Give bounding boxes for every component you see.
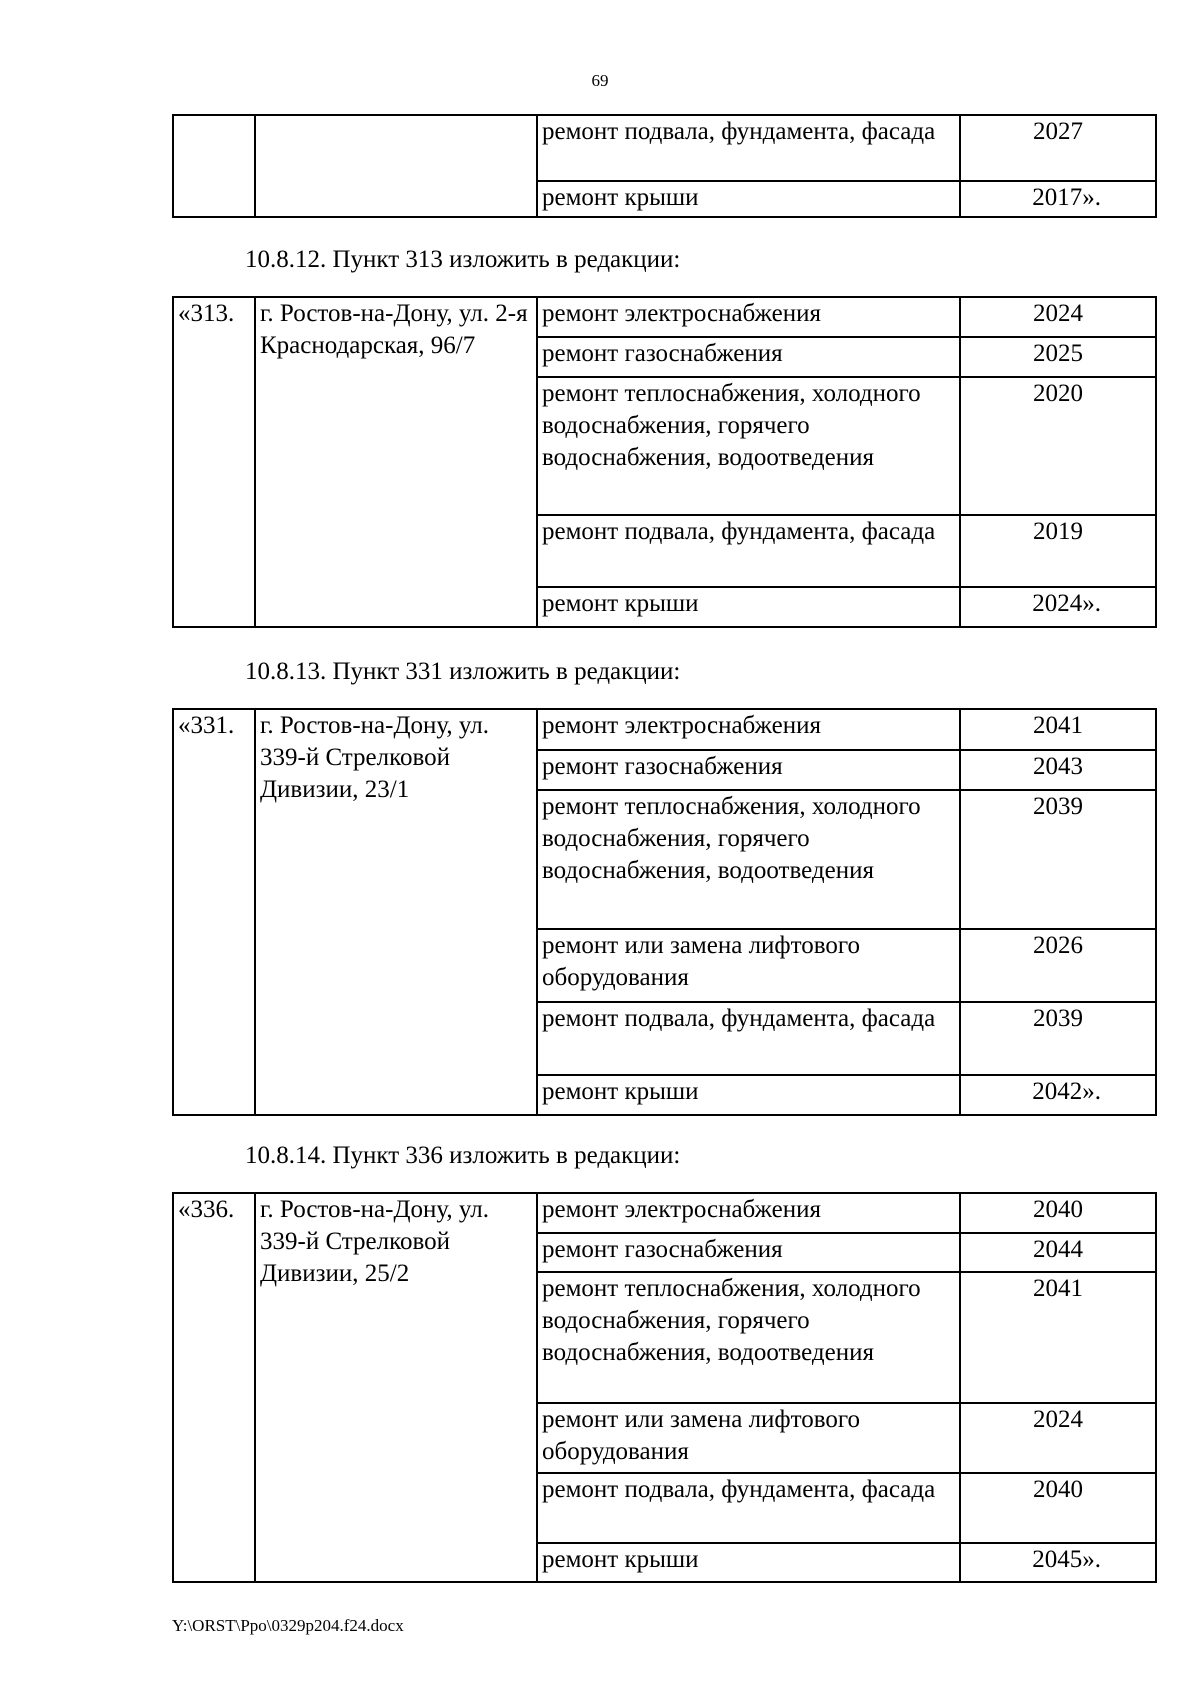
work-cell: ремонт электроснабжения: [537, 297, 960, 337]
work-cell: ремонт подвала, фундамента, фасада: [537, 1002, 960, 1075]
year-cell: 2027: [960, 115, 1156, 181]
year-cell: 2019: [960, 515, 1156, 587]
item-table-313: [172, 296, 1157, 628]
work-cell: ремонт или замена лифтового оборудования: [537, 1403, 960, 1473]
work-cell: ремонт газоснабжения: [537, 1233, 960, 1272]
year-cell: 2026: [960, 929, 1156, 1002]
work-cell: ремонт крыши: [537, 1543, 960, 1582]
year-cell: 2020: [960, 377, 1156, 515]
work-cell: ремонт электроснабжения: [537, 1193, 960, 1233]
work-cell: ремонт теплоснабжения, холодного водоснабжения, горячего водоснабжения, водоотведения: [537, 790, 960, 929]
table-row: [173, 1193, 1156, 1233]
year-cell: 2041: [960, 709, 1156, 750]
year-cell: 2025: [960, 337, 1156, 377]
item-address: г. Ростов-на-Дону, ул. 339-й Стрелковой Дивизии, 25/2: [255, 1193, 537, 1582]
work-cell: ремонт подвала, фундамента, фасада: [537, 1473, 960, 1543]
year-cell: 2024: [960, 1403, 1156, 1473]
work-cell: ремонт крыши: [537, 587, 960, 627]
address-cell: [255, 115, 537, 217]
year-cell: 2039: [960, 1002, 1156, 1075]
item-address: г. Ростов-на-Дону, ул. 339-й Стрелковой Дивизии, 23/1: [255, 709, 537, 1115]
table-row: [173, 115, 1156, 181]
year-cell: 2043: [960, 750, 1156, 790]
work-cell: ремонт крыши: [537, 181, 960, 217]
item-table-331: [172, 708, 1157, 1116]
item-number: «313.: [173, 297, 255, 627]
number-cell: [173, 115, 255, 217]
work-cell: ремонт подвала, фундамента, фасада: [537, 115, 960, 181]
work-cell: ремонт подвала, фундамента, фасада: [537, 515, 960, 587]
year-cell: 2042».: [960, 1075, 1156, 1115]
section-heading: 10.8.13. Пункт 331 изложить в редакции:: [245, 658, 681, 685]
work-cell: ремонт газоснабжения: [537, 750, 960, 790]
work-cell: ремонт газоснабжения: [537, 337, 960, 377]
year-cell: 2039: [960, 790, 1156, 929]
work-cell: ремонт электроснабжения: [537, 709, 960, 750]
section-heading: 10.8.12. Пункт 313 изложить в редакции:: [245, 246, 681, 273]
section-heading: 10.8.14. Пункт 336 изложить в редакции:: [245, 1142, 681, 1169]
work-cell: ремонт или замена лифтового оборудования: [537, 929, 960, 1002]
table-row: [173, 297, 1156, 337]
year-cell: 2024: [960, 297, 1156, 337]
continuation-table: [172, 114, 1157, 218]
table-row: [173, 709, 1156, 750]
year-cell: 2041: [960, 1272, 1156, 1403]
year-cell: 2040: [960, 1193, 1156, 1233]
item-number: «331.: [173, 709, 255, 1115]
work-cell: ремонт крыши: [537, 1075, 960, 1115]
work-cell: ремонт теплоснабжения, холодного водоснабжения, горячего водоснабжения, водоотведения: [537, 377, 960, 515]
page-number: 69: [591, 71, 609, 90]
year-cell: 2045».: [960, 1543, 1156, 1582]
year-cell: 2040: [960, 1473, 1156, 1543]
item-number: «336.: [173, 1193, 255, 1582]
year-cell: 2024».: [960, 587, 1156, 627]
year-cell: 2017».: [960, 181, 1156, 217]
year-cell: 2044: [960, 1233, 1156, 1272]
work-cell: ремонт теплоснабжения, холодного водоснабжения, горячего водоснабжения, водоотведения: [537, 1272, 960, 1403]
item-table-336: [172, 1192, 1157, 1583]
footer-file-path: Y:\ORST\Ppo\0329p204.f24.docx: [172, 1616, 404, 1635]
item-address: г. Ростов-на-Дону, ул. 2-я Краснодарская, 96/7: [255, 297, 537, 627]
